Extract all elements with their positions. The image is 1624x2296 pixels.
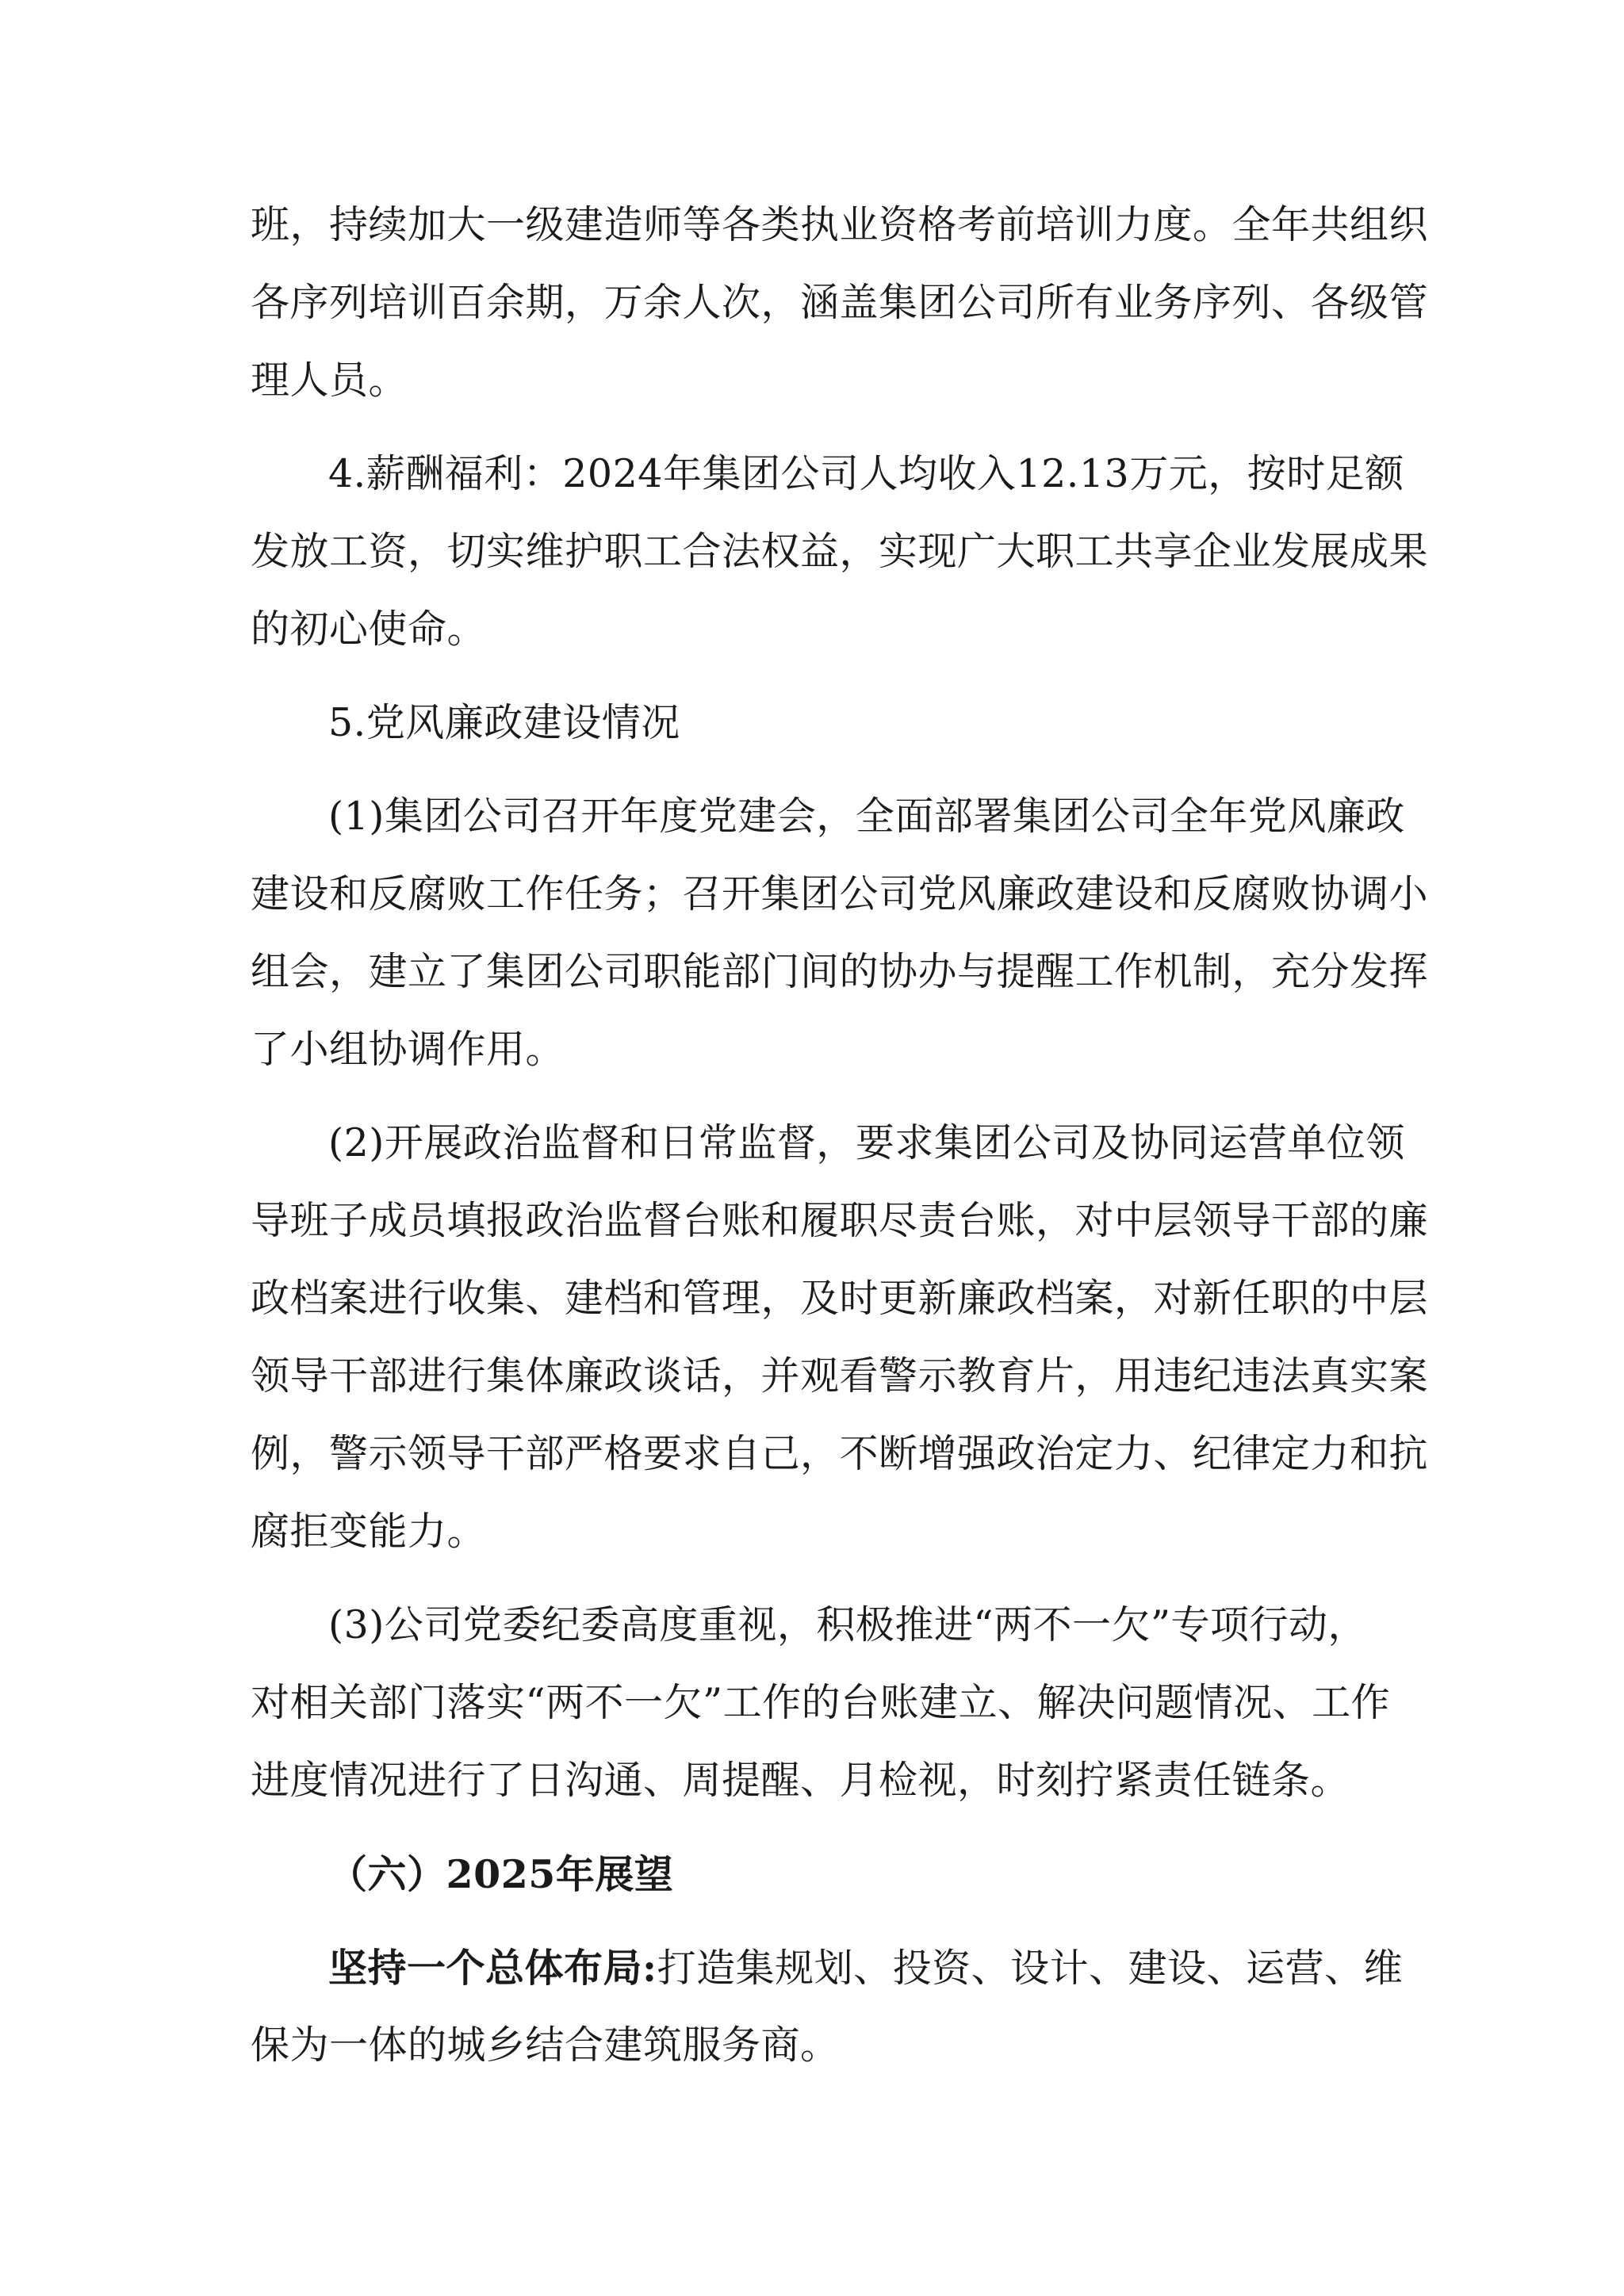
text-line <box>251 1929 1404 2007</box>
section-heading-outlook: （六）2025年展望 <box>328 1851 674 1897</box>
paragraph-item-1 <box>251 778 1429 1089</box>
text-line: 的初心使命。 <box>251 607 487 652</box>
text-line: 对相关部门落实“两不一欠”工作的台账建立、解决问题情况、工作 <box>251 1680 1391 1725</box>
bold-lead-text: 坚持一个总体布局: <box>328 1945 657 1991</box>
text-line: 建设和反腐败工作任务；召开集团公司党风廉政建设和反腐败协调小 <box>251 871 1429 916</box>
paragraph-salary-welfare <box>251 435 1429 668</box>
text-line: 领导干部进行集体廉政谈话，并观看警示教育片，用违纪违法真实案 <box>251 1353 1429 1399</box>
document-body <box>251 186 1429 2084</box>
paragraph-party-conduct-heading <box>251 684 1380 762</box>
paragraph-item-3 <box>251 1586 1391 1820</box>
text-line: 例，警示领导干部严格要求自己，不断增强政治定力、纪律定力和抗 <box>251 1431 1429 1476</box>
text-line: 班，持续加大一级建造师等各类执业资格考前培训力度。全年共组织 <box>251 202 1429 247</box>
text-line: 各序列培训百余期，万余人次，涵盖集团公司所有业务序列、各级管 <box>251 280 1429 325</box>
text-line: 腐拒变能力。 <box>251 1509 487 1554</box>
text-line: 了小组协调作用。 <box>251 1027 565 1072</box>
section-heading: 5.党风廉政建设情况 <box>328 700 680 745</box>
paragraph-training <box>251 186 1429 419</box>
text-span: 打造集规划、投资、设计、建设、运营、维 <box>657 1946 1404 1991</box>
text-line: (2)开展政治监督和日常监督，要求集团公司及协同运营单位领 <box>328 1120 1405 1165</box>
text-line: 导班子成员填报政治监督台账和履职尽责台账，对中层领导干部的廉 <box>251 1198 1429 1243</box>
text-line: 组会，建立了集团公司职能部门间的协办与提醒工作机制，充分发挥 <box>251 949 1429 994</box>
text-line: 保为一体的城乡结合建筑服务商。 <box>251 2022 840 2068</box>
text-line: (1)集团公司召开年度党建会，全面部署集团公司全年党风廉政 <box>328 794 1405 839</box>
text-line: 4.薪酬福利：2024年集团公司人均收入12.13万元，按时足额 <box>328 451 1404 496</box>
text-line: 理人员。 <box>251 358 408 403</box>
text-line: 发放工资，切实维护职工合法权益，实现广大职工共享企业发展成果 <box>251 529 1429 574</box>
paragraph-overall-layout <box>251 1929 1404 2084</box>
paragraph-item-2 <box>251 1104 1429 1571</box>
text-line: (3)公司党委纪委高度重视，积极推进“两不一欠”专项行动， <box>328 1602 1368 1647</box>
text-line: 进度情况进行了日沟通、周提醒、月检视，时刻拧紧责任链条。 <box>251 1758 1350 1803</box>
text-line: 政档案进行收集、建档和管理，及时更新廉政档案，对新任职的中层 <box>251 1276 1429 1321</box>
